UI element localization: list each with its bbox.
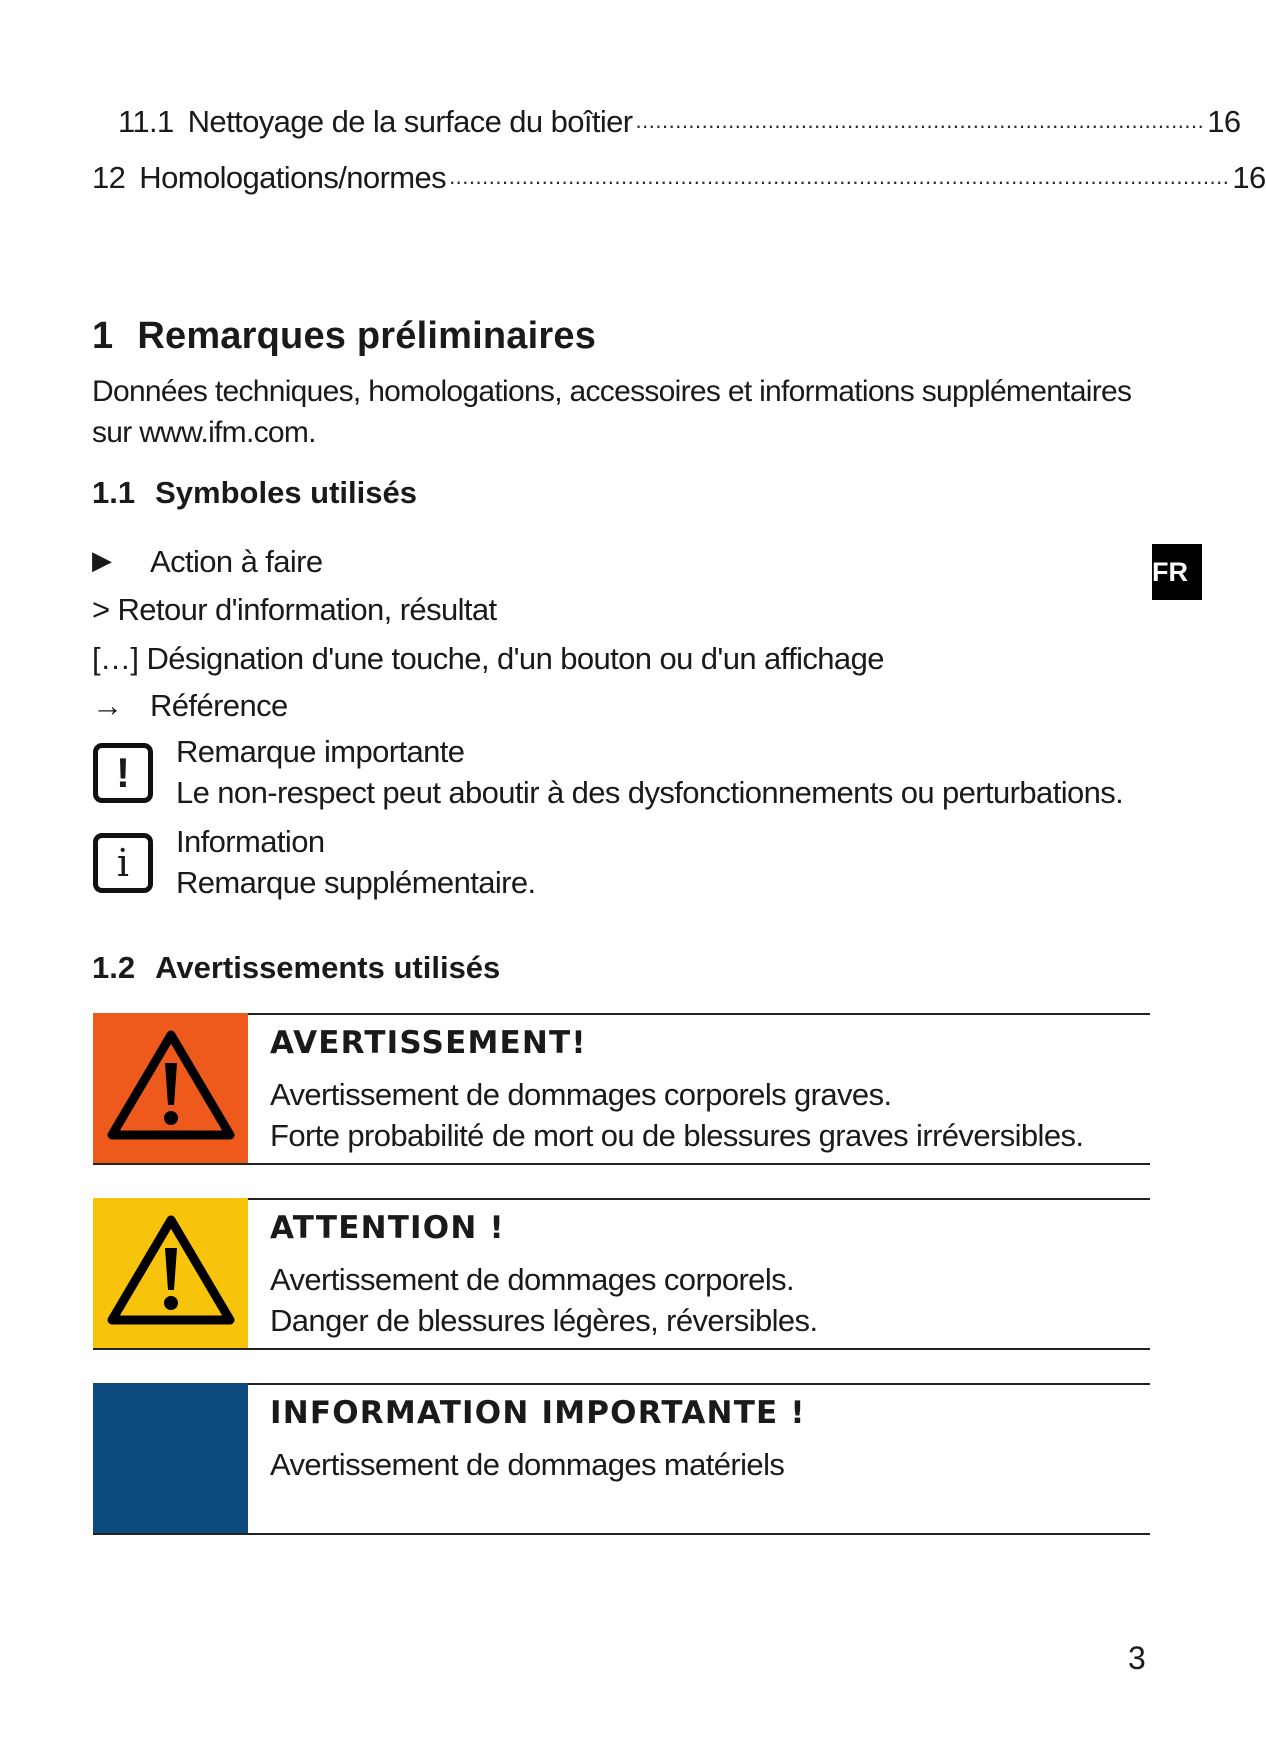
section-title: Remarques préliminaires xyxy=(137,315,597,357)
info-glyph: i xyxy=(116,841,130,885)
toc-title: Nettoyage de la surface du boîtier xyxy=(187,104,633,139)
warning-triangle-icon xyxy=(106,1027,236,1143)
warning-color-stripe xyxy=(93,1383,248,1535)
warning-triangle-icon xyxy=(106,1212,236,1328)
toc-title: Homologations/normes xyxy=(139,160,447,195)
warning-title: ATTENTION ! xyxy=(270,1210,505,1246)
section-title: Symboles utilisés xyxy=(155,475,417,510)
play-arrow-icon: ▶ xyxy=(92,545,112,575)
section-title: Avertissements utilisés xyxy=(155,950,501,985)
toc-leader-dots: ...................................................................................... xyxy=(635,108,1205,133)
section-1-2-heading xyxy=(92,950,500,986)
warning-line-2: Forte probabilité de mort ou de blessures graves irréversibles. xyxy=(270,1118,1084,1153)
toc-entry-11-1[interactable] xyxy=(118,100,1241,140)
reference-label: Référence xyxy=(150,688,288,723)
warning-title: AVERTISSEMENT! xyxy=(270,1025,587,1061)
toc-page-number: 16 xyxy=(1207,104,1241,139)
information-text: Remarque supplémentaire. xyxy=(176,865,536,900)
exclamation-glyph: ! xyxy=(116,749,130,796)
section-1-1-heading xyxy=(92,475,417,511)
intro-paragraph: Données techniques, homologations, accessoires et informations supplémentaires sur www.ifm.com. xyxy=(92,375,1132,449)
warning-line-2: Danger de blessures légères, réversibles. xyxy=(270,1303,818,1338)
feedback-label: > Retour d'information, résultat xyxy=(92,592,497,627)
language-tab[interactable]: FR xyxy=(1152,544,1202,600)
bottom-rule xyxy=(93,1348,1150,1350)
warning-box-information-importante xyxy=(93,1383,1150,1535)
toc-number: 11.1 xyxy=(118,104,174,139)
toc-entry-12[interactable] xyxy=(92,156,1266,196)
top-rule xyxy=(248,1383,1150,1385)
warning-box-avertissement xyxy=(93,1013,1150,1165)
toc-page-number: 16 xyxy=(1232,160,1266,195)
important-note-icon xyxy=(93,743,153,803)
section-number: 1 xyxy=(92,315,114,357)
toc-number: 12 xyxy=(92,160,126,195)
page-number: 3 xyxy=(1128,1640,1146,1676)
top-rule xyxy=(248,1013,1150,1015)
toc-leader-dots: ...................................................................................................................... xyxy=(449,164,1230,189)
information-title: Information xyxy=(176,824,325,859)
bottom-rule xyxy=(93,1163,1150,1165)
top-rule xyxy=(248,1198,1150,1200)
warning-line-1: Avertissement de dommages matériels xyxy=(270,1447,785,1482)
section-number: 1.1 xyxy=(92,475,136,510)
warning-box-attention xyxy=(93,1198,1150,1350)
bottom-rule xyxy=(93,1533,1150,1535)
important-note-text: Le non-respect peut aboutir à des dysfonctionnements ou perturbations. xyxy=(176,775,1124,810)
warning-title: INFORMATION IMPORTANTE ! xyxy=(270,1395,806,1431)
section-number: 1.2 xyxy=(92,950,136,985)
information-icon xyxy=(93,833,153,893)
warning-line-1: Avertissement de dommages corporels graves. xyxy=(270,1077,892,1112)
right-arrow-icon: → xyxy=(92,688,123,723)
designation-label: […] Désignation d'une touche, d'un bouton ou d'un affichage xyxy=(92,641,884,676)
important-note-title: Remarque importante xyxy=(176,734,465,769)
warning-line-1: Avertissement de dommages corporels. xyxy=(270,1262,795,1297)
section-1-heading xyxy=(92,315,596,358)
action-label: Action à faire xyxy=(150,544,323,579)
